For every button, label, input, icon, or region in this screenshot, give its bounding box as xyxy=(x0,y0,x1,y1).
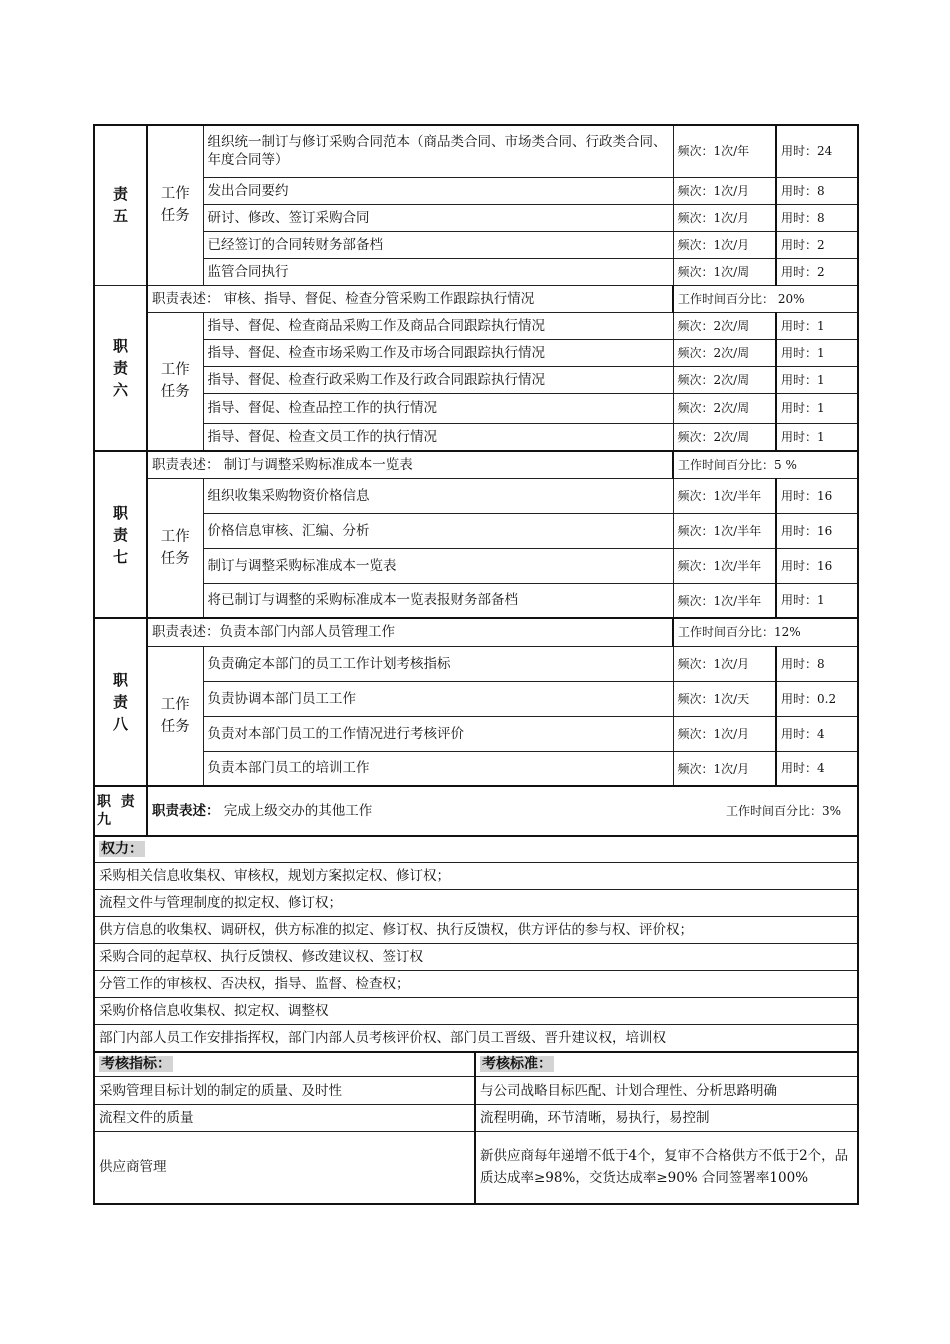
duty5-task-text: 组织统一制订与修订采购合同范本（商品类合同、市场类合同、行政类合同、年度合同等） xyxy=(203,125,673,177)
authority-item: 流程文件与管理制度的拟定权、修订权； xyxy=(94,889,858,916)
duty5-task-row xyxy=(94,258,858,285)
duty7-task-row xyxy=(94,583,858,618)
authority-row xyxy=(94,916,858,943)
authority-item: 部门内部人员工作安排指挥权，部门内部人员考核评价权、部门员工晋级、晋升建议权，培训权 xyxy=(94,1024,858,1052)
duty6-task-text: 指导、督促、检查品控工作的执行情况 xyxy=(203,393,673,423)
duty6-task-freq: 频次：2次/周 xyxy=(673,423,776,451)
duty6-description: 职责表述： 审核、指导、督促、检查分管采购工作跟踪执行情况 xyxy=(147,285,673,312)
duty5-task-label: 工作 任务 xyxy=(147,125,203,285)
duty7-task-row xyxy=(94,513,858,548)
duty8-description: 职责表述：负责本部门内部人员管理工作 xyxy=(147,618,673,646)
assessment-indicator: 供应商管理 xyxy=(94,1132,475,1204)
duty5-task-row xyxy=(94,231,858,258)
responsibility-table xyxy=(93,124,859,837)
duty7-task-text: 价格信息审核、汇编、分析 xyxy=(203,513,673,548)
duty6-task-row xyxy=(94,366,858,393)
assessment-table xyxy=(93,1053,859,1205)
authority-item: 采购相关信息收集权、审核权，规划方案拟定权、修订权； xyxy=(94,862,858,889)
duty8-task-text: 负责协调本部门员工工作 xyxy=(203,681,673,716)
duty8-task-freq: 频次：1次/天 xyxy=(673,681,776,716)
duty8-task-row xyxy=(94,646,858,681)
duty6-task-label: 工作 任务 xyxy=(147,312,203,451)
duty5-task-text: 已经签订的合同转财务部备档 xyxy=(203,231,673,258)
duty6-task-row xyxy=(94,312,858,339)
assessment-row xyxy=(94,1105,858,1132)
duty8-task-text: 负责确定本部门的员工工作计划考核指标 xyxy=(203,646,673,681)
indicator-title: 考核指标： xyxy=(94,1053,475,1077)
duty5-task-row xyxy=(94,204,858,231)
duty7-description: 职责表述： 制订与调整采购标准成本一览表 xyxy=(147,451,673,478)
duty9-desc-text: 完成上级交办的其他工作 xyxy=(223,803,373,819)
duty9-line xyxy=(152,802,853,820)
job-responsibility-sheet xyxy=(93,124,857,1205)
duty6-time-percent: 工作时间百分比： 20% xyxy=(673,285,858,312)
duty8-task-row xyxy=(94,681,858,716)
assessment-indicator: 流程文件的质量 xyxy=(94,1105,475,1132)
duty6-desc-row xyxy=(94,285,858,312)
duty5-task-row xyxy=(94,177,858,204)
assessment-standard: 流程明确，环节清晰，易执行，易控制 xyxy=(475,1105,858,1132)
duty5-task-time: 用时：2 xyxy=(776,258,858,285)
duty7-task-text: 将已制订与调整的采购标准成本一览表报财务部备档 xyxy=(203,583,673,618)
duty8-task-text: 负责对本部门员工的工作情况进行考核评价 xyxy=(203,716,673,751)
assessment-standard: 新供应商每年递增不低于4个，复审不合格供方不低于2个，品质达成率≥98%，交货达成率≥90% 合同签署率100% xyxy=(475,1132,858,1204)
duty8-task-time: 用时：4 xyxy=(776,716,858,751)
duty8-task-freq: 频次：1次/月 xyxy=(673,646,776,681)
duty6-task-row xyxy=(94,393,858,423)
duty8-task-row xyxy=(94,751,858,786)
authority-row xyxy=(94,943,858,970)
assessment-header-row xyxy=(94,1053,858,1077)
duty6-task-freq: 频次：2次/周 xyxy=(673,339,776,366)
duty7-label: 职 责 七 xyxy=(94,451,147,618)
duty6-task-text: 指导、督促、检查市场采购工作及市场合同跟踪执行情况 xyxy=(203,339,673,366)
duty8-task-row xyxy=(94,716,858,751)
duty8-task-label: 工作 任务 xyxy=(147,646,203,786)
duty8-task-freq: 频次：1次/月 xyxy=(673,716,776,751)
duty6-task-time: 用时：1 xyxy=(776,312,858,339)
duty5-task-text: 研讨、修改、签订采购合同 xyxy=(203,204,673,231)
assessment-indicator: 采购管理目标计划的制定的质量、及时性 xyxy=(94,1077,475,1105)
duty9-content xyxy=(147,786,858,836)
duty8-task-text: 负责本部门员工的培训工作 xyxy=(203,751,673,786)
standard-title: 考核标准： xyxy=(475,1053,858,1077)
duty6-task-text: 指导、督促、检查文员工作的执行情况 xyxy=(203,423,673,451)
duty7-task-row xyxy=(94,548,858,583)
duty9-row xyxy=(94,786,858,836)
duty7-task-row xyxy=(94,478,858,513)
duty6-task-row xyxy=(94,339,858,366)
duty6-task-freq: 频次：2次/周 xyxy=(673,312,776,339)
duty7-task-freq: 频次：1次/半年 xyxy=(673,513,776,548)
duty6-task-time: 用时：1 xyxy=(776,423,858,451)
duty6-task-time: 用时：1 xyxy=(776,339,858,366)
assessment-standard: 与公司战略目标匹配、计划合理性、分析思路明确 xyxy=(475,1077,858,1105)
duty7-task-time: 用时：16 xyxy=(776,478,858,513)
duty5-task-time: 用时：24 xyxy=(776,125,858,177)
duty5-task-freq: 频次：1次/月 xyxy=(673,177,776,204)
duty7-task-time: 用时：1 xyxy=(776,583,858,618)
duty5-task-time: 用时：8 xyxy=(776,177,858,204)
duty6-task-row xyxy=(94,423,858,451)
duty8-task-freq: 频次：1次/月 xyxy=(673,751,776,786)
duty7-desc-row xyxy=(94,451,858,478)
duty5-label: 责 五 xyxy=(94,125,147,285)
duty9-time-percent: 工作时间百分比：3% xyxy=(725,804,841,818)
duty9-desc-label: 职责表述： xyxy=(152,803,220,819)
duty8-desc-row xyxy=(94,618,858,646)
duty5-task-time: 用时：8 xyxy=(776,204,858,231)
authority-item: 采购价格信息收集权、拟定权、调整权 xyxy=(94,997,858,1024)
duty5-task-time: 用时：2 xyxy=(776,231,858,258)
duty7-task-label: 工作 任务 xyxy=(147,478,203,618)
assessment-row xyxy=(94,1077,858,1105)
authority-row xyxy=(94,889,858,916)
authority-item: 采购合同的起草权、执行反馈权、修改建议权、签订权 xyxy=(94,943,858,970)
duty5-task-text: 监管合同执行 xyxy=(203,258,673,285)
authority-title: 权力： xyxy=(94,837,858,862)
authority-item: 供方信息的收集权、调研权，供方标准的拟定、修订权、执行反馈权，供方评估的参与权、评价权； xyxy=(94,916,858,943)
duty6-task-time: 用时：1 xyxy=(776,366,858,393)
duty6-task-freq: 频次：2次/周 xyxy=(673,366,776,393)
duty6-task-text: 指导、督促、检查商品采购工作及商品合同跟踪执行情况 xyxy=(203,312,673,339)
duty8-time-percent: 工作时间百分比：12% xyxy=(673,618,858,646)
authority-row xyxy=(94,862,858,889)
authority-item: 分管工作的审核权、否决权，指导、监督、检查权； xyxy=(94,970,858,997)
authority-row xyxy=(94,1024,858,1052)
duty7-task-text: 制订与调整采购标准成本一览表 xyxy=(203,548,673,583)
duty6-task-time: 用时：1 xyxy=(776,393,858,423)
duty8-task-time: 用时：0.2 xyxy=(776,681,858,716)
duty5-task-freq: 频次：1次/月 xyxy=(673,204,776,231)
authority-table xyxy=(93,837,859,1053)
duty6-task-text: 指导、督促、检查行政采购工作及行政合同跟踪执行情况 xyxy=(203,366,673,393)
duty5-task-freq: 频次：1次/月 xyxy=(673,231,776,258)
duty8-task-time: 用时：4 xyxy=(776,751,858,786)
duty7-task-text: 组织收集采购物资价格信息 xyxy=(203,478,673,513)
duty5-task-text: 发出合同要约 xyxy=(203,177,673,204)
duty9-description xyxy=(152,802,372,820)
authority-row xyxy=(94,970,858,997)
authority-header-row xyxy=(94,837,858,862)
duty7-task-time: 用时：16 xyxy=(776,513,858,548)
duty7-task-freq: 频次：1次/半年 xyxy=(673,548,776,583)
duty5-task-row xyxy=(94,125,858,177)
duty9-label: 职 责 九 xyxy=(94,786,147,836)
duty7-task-freq: 频次：1次/半年 xyxy=(673,478,776,513)
duty7-time-percent: 工作时间百分比：5 % xyxy=(673,451,858,478)
duty5-task-freq: 频次：1次/年 xyxy=(673,125,776,177)
duty8-label: 职 责 八 xyxy=(94,618,147,786)
duty7-task-freq: 频次：1次/半年 xyxy=(673,583,776,618)
duty6-task-freq: 频次：2次/周 xyxy=(673,393,776,423)
duty6-label: 职 责 六 xyxy=(94,285,147,451)
duty8-task-time: 用时：8 xyxy=(776,646,858,681)
duty7-task-time: 用时：16 xyxy=(776,548,858,583)
assessment-row xyxy=(94,1132,858,1204)
duty5-task-freq: 频次：1次/周 xyxy=(673,258,776,285)
authority-row xyxy=(94,997,858,1024)
